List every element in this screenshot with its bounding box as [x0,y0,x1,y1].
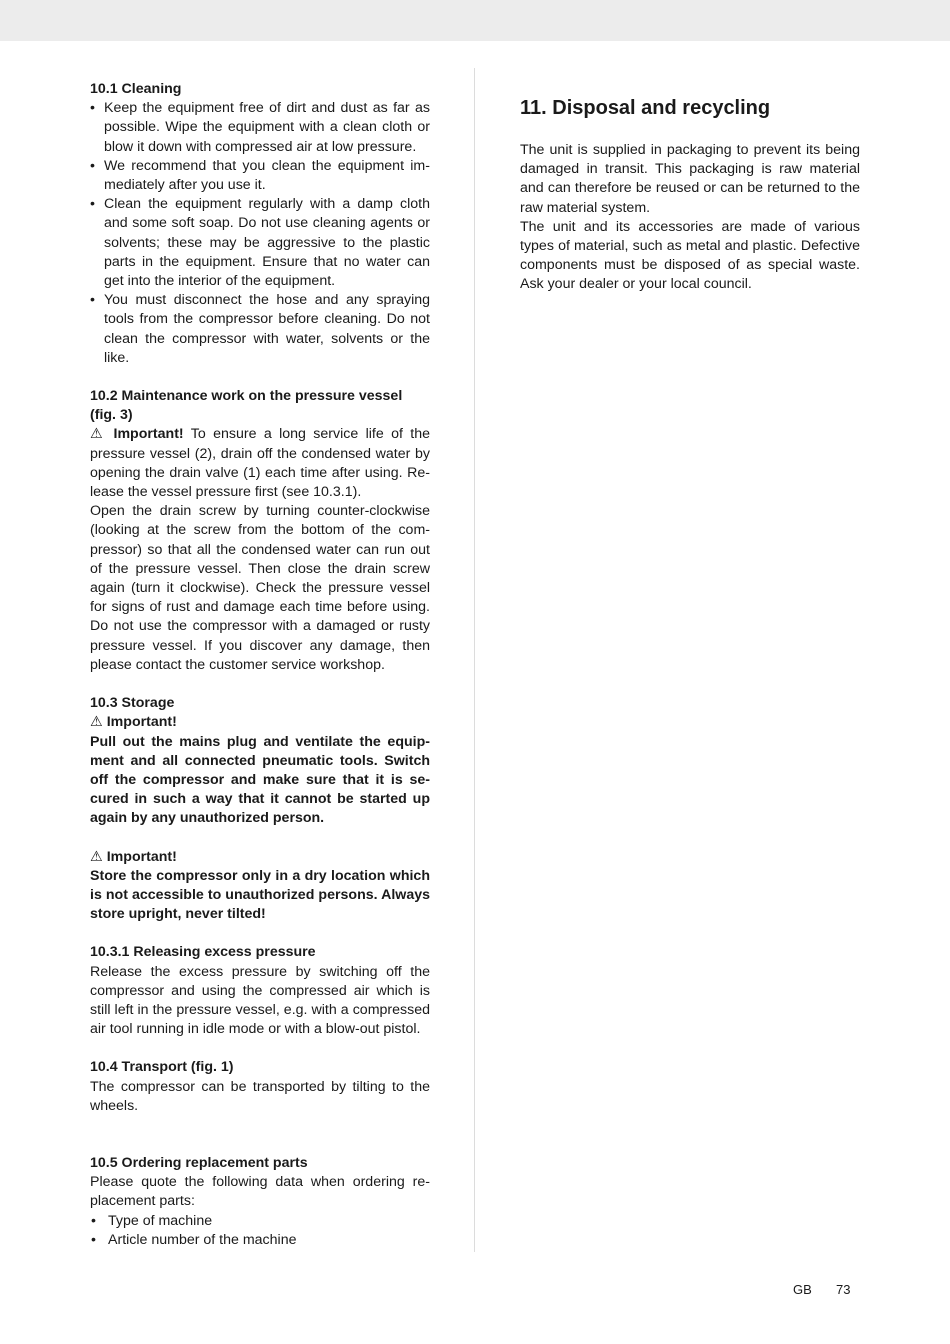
list-item: • Clean the equipment regularly with a damp cloth and some soft soap. Do not use cleaning agents or solvents; these may be aggressive to the plastic parts in the equipment. Ensure that no water can get into the interior of the equipment. [90,195,430,291]
column-divider [474,68,475,1252]
list-item: • Keep the equipment free of dirt and dust as far as possible. Wipe the equipment with a clean cloth or blow it down with compressed air at low pressure. [90,99,430,157]
disposal-paragraph-2: The unit and its accessories are made of various types of material, such as metal and plastic. Defective components must be disposed of as special waste. Ask your dealer or your local council. [520,218,860,293]
section-storage [90,694,430,924]
disposal-heading: 11. Disposal and recycling [520,97,771,119]
left-column [90,80,430,1250]
footer-language: GB [793,1282,812,1297]
page-number: 73 [836,1282,851,1297]
maintenance-heading: 10.2 Maintenance work on the pressure vessel (fig. 3) [90,388,403,424]
warning-triangle-icon: ⚠ [90,848,103,865]
list-item: • You must disconnect the hose and any spraying tools from the compressor before cleaning. Do not clean the compressor with water, solvents or the like. [90,291,430,368]
section-ordering [90,1154,430,1250]
storage-important-1-label-line [90,713,430,732]
transport-heading: 10.4 Transport (fig. 1) [90,1059,234,1076]
list-item: • We recommend that you clean the equipment immediately after you use it. [90,157,430,195]
section-maintenance [90,387,430,675]
section-releasing [90,943,430,1039]
cleaning-heading: 10.1 Cleaning [90,81,182,97]
top-bar [0,0,950,41]
releasing-heading: 10.3.1 Releasing excess pressure [90,944,316,961]
storage-important-2-label-line [90,848,430,867]
important-label: Important! [113,426,184,443]
ordering-heading: 10.5 Ordering replacement parts [90,1154,308,1171]
storage-important-2-text: Store the compressor only in a dry location which is not accessible to unauthorized persons. Always store upright, never tilted! [90,867,430,923]
important-label: Important! [106,848,177,865]
warning-triangle-icon: ⚠ [90,714,103,731]
cleaning-list [90,99,430,368]
disposal-paragraph-1: The unit is supplied in packaging to prevent its being damaged in transit. This packaging is raw material and can therefore be reused or can be returned to the raw material system. [520,142,860,216]
section-cleaning [90,80,430,368]
list-item: • Type of machine [90,1212,430,1231]
right-column [520,94,860,295]
transport-body: The compressor can be transported by tilting to the wheels. [90,1078,430,1114]
section-transport [90,1058,430,1116]
important-label: Important! [106,714,177,731]
warning-triangle-icon: ⚠ [90,426,107,443]
ordering-list [90,1212,430,1250]
maintenance-body: Open the drain screw by turning counter-clockwise (looking at the screw from the bottom of the compressor) so that all the condensed water can run out of the pressure vessel. Then close the drain screw again (turn it clockwise). Check the pressure vessel for signs of rust and damage each time before using. Do not use the compressor with a damaged or rusty pressure vessel. If you discover any damage, then please contact the customer service workshop. [90,503,430,673]
important-text: To ensure a long service life of the pressure vessel (2), drain off the condensed water by opening the drain valve (1) each time after using. Release the vessel pressure first (see 10.3.1). [90,426,430,501]
ordering-body: Please quote the following data when ordering replacement parts: [90,1174,430,1210]
section-disposal [520,94,860,295]
storage-important-1-text: Pull out the mains plug and ventilate the equipment and all connected pneumatic tools. Switch off the compressor and make sure that it is secured in such a way that it cannot be started up again by any unauthorized person. [90,733,430,827]
maintenance-important [90,425,430,502]
releasing-body: Release the excess pressure by switching off the compressor and using the compressed air which is still left in the pressure vessel, e.g. with a compressed air tool running in idle mode or with a blow-out pistol. [90,963,430,1038]
list-item: • Article number of the machine [90,1231,430,1250]
storage-heading: 10.3 Storage [90,695,175,712]
